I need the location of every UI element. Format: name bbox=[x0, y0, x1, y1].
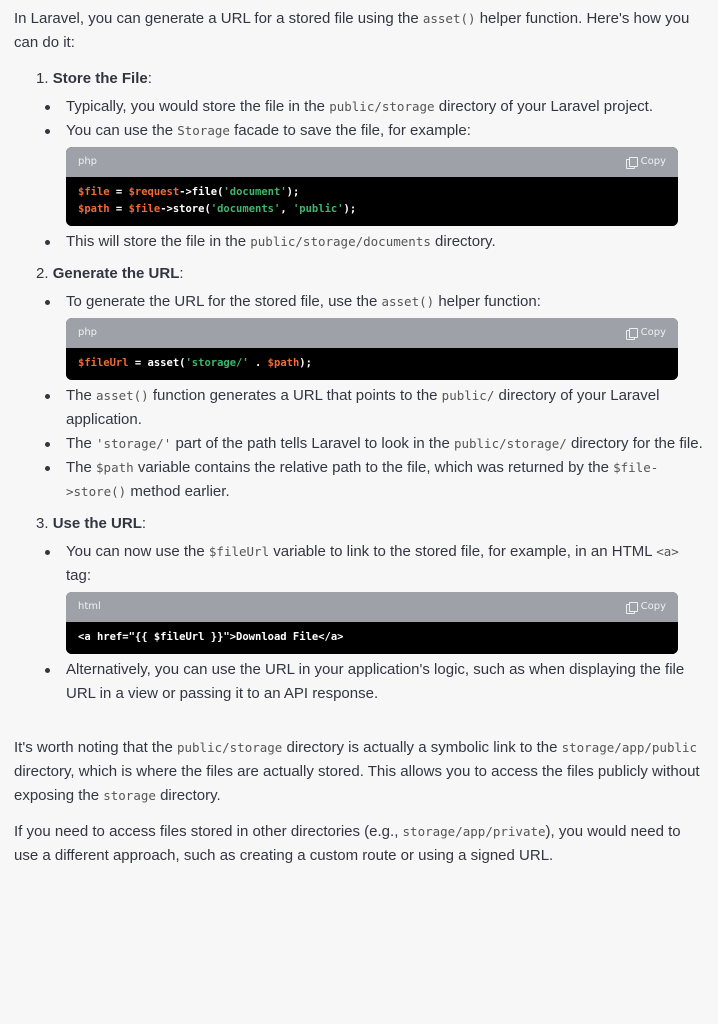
code-block bbox=[66, 147, 678, 226]
text: helper function. Here's how you can do it: bbox=[14, 10, 690, 51]
code-content: <a href="{{ $fileUrl }}">Download File</a> bbox=[66, 622, 678, 654]
inline-code: public/ bbox=[441, 388, 495, 403]
code-token: 'document' bbox=[223, 186, 287, 198]
note-paragraph bbox=[14, 736, 704, 808]
copy-label: Copy bbox=[640, 601, 666, 612]
closing-paragraph bbox=[14, 820, 704, 868]
code-token: ); bbox=[286, 186, 300, 198]
text: function generates a URL that points to the bbox=[148, 387, 442, 404]
inline-code: <a> bbox=[656, 544, 679, 559]
inline-code: $fileUrl bbox=[208, 544, 270, 559]
text: Typically, you would store the file in the bbox=[66, 98, 330, 115]
inline-code: 'storage/' bbox=[96, 436, 172, 451]
text: directory, which is where the files are actually stored. This allows you to access the files publicly without exposing the bbox=[14, 763, 700, 804]
step-number: 3. bbox=[36, 515, 49, 532]
text: part of the path tells Laravel to look in the bbox=[171, 435, 454, 452]
text: directory. bbox=[430, 233, 496, 250]
text: helper function: bbox=[434, 293, 541, 310]
text: You can use the bbox=[66, 122, 178, 139]
code-token: 'documents' bbox=[210, 203, 281, 215]
code-content bbox=[66, 177, 678, 226]
code-token: $file bbox=[128, 203, 161, 215]
step-heading: Use the URL bbox=[52, 515, 142, 532]
inline-code: $file->store() bbox=[66, 460, 659, 499]
code-token: , bbox=[280, 203, 293, 215]
clipboard-icon bbox=[626, 157, 636, 168]
step-3 bbox=[36, 512, 704, 536]
step-3-title bbox=[36, 512, 704, 536]
text: You can now use the bbox=[66, 543, 209, 560]
step-number: 1. bbox=[36, 70, 49, 87]
text: method earlier. bbox=[126, 483, 230, 500]
inline-code: public/storage bbox=[329, 99, 435, 114]
code-token: 'public' bbox=[292, 203, 344, 215]
text: tag: bbox=[66, 567, 92, 584]
copy-button[interactable] bbox=[626, 150, 666, 174]
list-item bbox=[66, 384, 704, 432]
list-item bbox=[66, 658, 704, 706]
list-item bbox=[66, 119, 704, 226]
code-content bbox=[66, 348, 678, 380]
step-1-list bbox=[14, 95, 704, 254]
code-token: . bbox=[248, 357, 268, 369]
code-token: = bbox=[109, 203, 129, 215]
code-block-header bbox=[66, 318, 678, 348]
code-language-label: php bbox=[78, 327, 98, 338]
step-2-title bbox=[36, 262, 704, 286]
step-1-title bbox=[36, 67, 704, 91]
code-token: $path bbox=[78, 203, 110, 215]
code-token: $path bbox=[267, 357, 300, 369]
text: The bbox=[66, 435, 97, 452]
colon: : bbox=[147, 70, 152, 87]
inline-code: storage/app/private bbox=[402, 824, 546, 839]
step-2 bbox=[36, 262, 704, 286]
code-token: = asset( bbox=[128, 357, 186, 369]
code-token: ->file( bbox=[179, 186, 224, 198]
code-token: ->store( bbox=[160, 203, 211, 215]
code-token: 'storage/' bbox=[185, 357, 249, 369]
text: directory. bbox=[155, 787, 221, 804]
text: To generate the URL for the stored file, use the bbox=[66, 293, 382, 310]
inline-code: storage bbox=[103, 788, 156, 803]
code-block bbox=[66, 318, 678, 380]
inline-code: storage/app/public bbox=[561, 740, 698, 755]
text: The bbox=[66, 387, 97, 404]
copy-button[interactable] bbox=[626, 321, 666, 345]
colon: : bbox=[179, 265, 184, 282]
text: ), you would need to use a different approach, such as creating a custom route or using a signed URL. bbox=[14, 823, 681, 864]
inline-code: public/storage/ bbox=[453, 436, 567, 451]
code-token: $request bbox=[128, 186, 180, 198]
text: facade to save the file, for example: bbox=[229, 122, 471, 139]
inline-code: Storage bbox=[177, 123, 230, 138]
copy-label: Copy bbox=[640, 327, 666, 338]
step-3-list bbox=[14, 540, 704, 706]
colon: : bbox=[141, 515, 147, 532]
code-token: = bbox=[109, 186, 129, 198]
list-item bbox=[66, 95, 704, 119]
text: This will store the file in the bbox=[66, 233, 251, 250]
text: directory of your Laravel application. bbox=[66, 387, 660, 428]
inline-code: asset() bbox=[96, 388, 149, 403]
list-item bbox=[66, 230, 704, 254]
clipboard-icon bbox=[626, 328, 636, 339]
code-token: ); bbox=[299, 357, 312, 369]
step-number: 2. bbox=[36, 265, 49, 282]
inline-code: public/storage/documents bbox=[250, 234, 431, 249]
code-block-header bbox=[66, 147, 678, 177]
step-heading: Store the File bbox=[52, 70, 148, 87]
copy-label: Copy bbox=[640, 156, 666, 167]
code-language-label: html bbox=[78, 601, 101, 612]
text: directory is actually a symbolic link to the bbox=[282, 739, 562, 756]
text: variable to link to the stored file, for example, in an HTML bbox=[269, 543, 657, 560]
text: The bbox=[66, 459, 97, 476]
step-2-list bbox=[14, 290, 704, 504]
copy-button[interactable] bbox=[626, 595, 666, 619]
intro-paragraph bbox=[14, 7, 704, 55]
code-token: $file bbox=[78, 186, 110, 198]
code-language-label: php bbox=[78, 156, 98, 167]
step-1 bbox=[36, 67, 704, 91]
list-item bbox=[66, 290, 704, 380]
code-token: ); bbox=[343, 203, 357, 215]
code-block bbox=[66, 592, 678, 654]
text: It's worth noting that the bbox=[14, 739, 177, 756]
list-item bbox=[66, 456, 704, 504]
list-item bbox=[66, 540, 704, 654]
text: In Laravel, you can generate a URL for a stored file using the bbox=[14, 10, 423, 27]
inline-code: asset() bbox=[381, 294, 435, 309]
text: variable contains the relative path to the file, which was returned by the bbox=[133, 459, 614, 476]
text: Alternatively, you can use the URL in your application's logic, such as when displaying the file URL in a view or passing it to an API response. bbox=[66, 661, 685, 702]
step-heading: Generate the URL bbox=[52, 265, 180, 282]
code-token: $fileUrl bbox=[78, 357, 129, 369]
list-item bbox=[66, 432, 704, 456]
text: directory of your Laravel project. bbox=[434, 98, 653, 115]
inline-code: asset() bbox=[422, 11, 476, 26]
text: If you need to access files stored in other directories (e.g., bbox=[14, 823, 403, 840]
text: directory for the file. bbox=[566, 435, 703, 452]
clipboard-icon bbox=[626, 602, 636, 613]
inline-code: $path bbox=[96, 460, 134, 475]
inline-code: public/storage bbox=[176, 740, 283, 755]
code-block-header bbox=[66, 592, 678, 622]
